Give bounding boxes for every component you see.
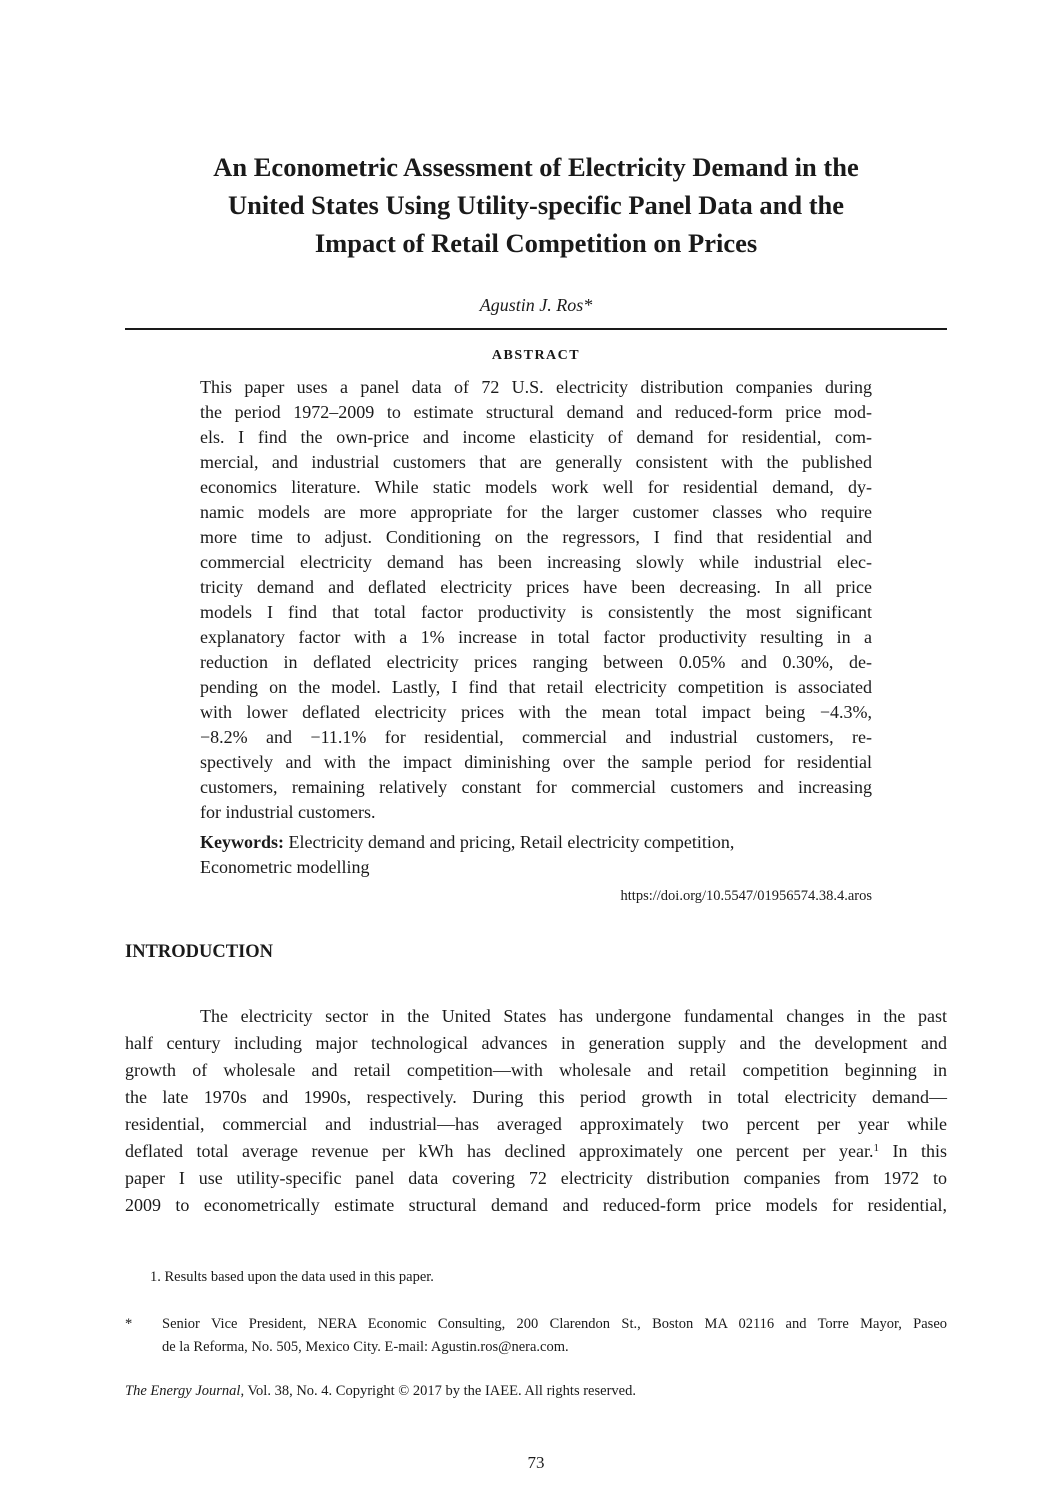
doi-link[interactable]: https://doi.org/10.5547/01956574.38.4.aros <box>620 888 872 904</box>
journal-citation <box>125 1383 636 1400</box>
intro-line: paper I use utility-specific panel data covering 72 electricity distribution companies from 1972 to <box>125 1168 947 1188</box>
abstract-line: the period 1972–2009 to estimate structural demand and reduced-form price mod- <box>200 402 872 422</box>
intro-line: 2009 to econometrically estimate structural demand and reduced-form price models for residential, <box>125 1195 947 1215</box>
footnote-ref-1[interactable]: 1 <box>873 1142 879 1154</box>
page-number: 73 <box>527 1453 545 1472</box>
citation-text: , Vol. 38, No. 4. Copyright © 2017 by the IAEE. All rights reserved. <box>240 1383 636 1399</box>
abstract-heading: ABSTRACT <box>491 348 581 363</box>
footnote-star-mark: * <box>125 1316 133 1332</box>
abstract-line: commercial electricity demand has been increasing slowly while industrial elec- <box>200 552 872 572</box>
intro-line: residential, commercial and industrial—has averaged approximately two percent per year while <box>125 1114 947 1134</box>
intro-line: the late 1970s and 1990s, respectively. During this period growth in total electricity demand— <box>125 1087 947 1107</box>
author-name: Agustin J. Ros* <box>479 295 593 315</box>
abstract-line: −8.2% and −11.1% for residential, commercial and industrial customers, re- <box>200 727 872 747</box>
abstract-line: for industrial customers. <box>200 802 376 822</box>
abstract-line: customers, remaining relatively constant for commercial customers and increasing <box>200 777 872 797</box>
abstract-line: namic models are more appropriate for the larger customer classes who require <box>200 502 872 522</box>
abstract-line: economics literature. While static models work well for residential demand, dy- <box>200 477 872 497</box>
intro-line: The electricity sector in the United States has undergone fundamental changes in the past <box>200 1006 947 1026</box>
title-line: United States Using Utility-specific Panel Data and the <box>227 190 845 220</box>
abstract-line: explanatory factor with a 1% increase in total factor productivity resulting in a <box>200 627 872 647</box>
footnote-1: 1. Results based upon the data used in this paper. <box>150 1269 434 1285</box>
section-heading-introduction: INTRODUCTION <box>125 942 274 962</box>
intro-line-text: In this <box>878 1141 947 1161</box>
intro-line <box>125 1138 947 1165</box>
abstract-line: spectively and with the impact diminishing over the sample period for residential <box>200 752 872 772</box>
paper-title <box>125 148 947 262</box>
abstract-line: models I find that total factor productivity is consistently the most significant <box>200 602 872 622</box>
abstract-line: els. I find the own-price and income elasticity of demand for residential, com- <box>200 427 872 447</box>
abstract-line: reduction in deflated electricity prices ranging between 0.05% and 0.30%, de- <box>200 652 872 672</box>
keywords-text: Econometric modelling <box>200 857 370 877</box>
footnote-author-line: Senior Vice President, NERA Economic Consulting, 200 Clarendon St., Boston MA 02116 and Torre Mayor, Paseo <box>162 1316 947 1332</box>
abstract-body <box>200 375 872 825</box>
footnote-author-line: de la Reforma, No. 505, Mexico City. E-mail: Agustin.ros@nera.com. <box>162 1339 569 1355</box>
abstract-line: more time to adjust. Conditioning on the regressors, I find that residential and <box>200 527 872 547</box>
title-line: An Econometric Assessment of Electricity Demand in the <box>213 152 859 182</box>
introduction-body <box>125 1003 947 1219</box>
keywords-text: Electricity demand and pricing, Retail electricity competition, <box>288 832 735 852</box>
journal-name: The Energy Journal <box>125 1383 241 1399</box>
abstract-line: mercial, and industrial customers that are generally consistent with the published <box>200 452 872 472</box>
footnote-author <box>162 1313 947 1359</box>
title-line: Impact of Retail Competition on Prices <box>314 228 758 258</box>
title-rule <box>125 328 947 330</box>
abstract-line: tricity demand and deflated electricity prices have been decreasing. In all price <box>200 577 872 597</box>
keywords-label: Keywords: <box>200 832 284 852</box>
intro-line: half century including major technological advances in generation supply and the development and <box>125 1033 947 1053</box>
abstract-line: pending on the model. Lastly, I find that retail electricity competition is associated <box>200 677 872 697</box>
abstract-line: This paper uses a panel data of 72 U.S. electricity distribution companies during <box>200 377 872 397</box>
keywords <box>200 830 872 880</box>
intro-line-text: deflated total average revenue per kWh has declined approximately one percent per year. <box>125 1141 874 1161</box>
abstract-line: with lower deflated electricity prices with the mean total impact being −4.3%, <box>200 702 872 722</box>
intro-line: growth of wholesale and retail competition—with wholesale and retail competition beginning in <box>125 1060 947 1080</box>
